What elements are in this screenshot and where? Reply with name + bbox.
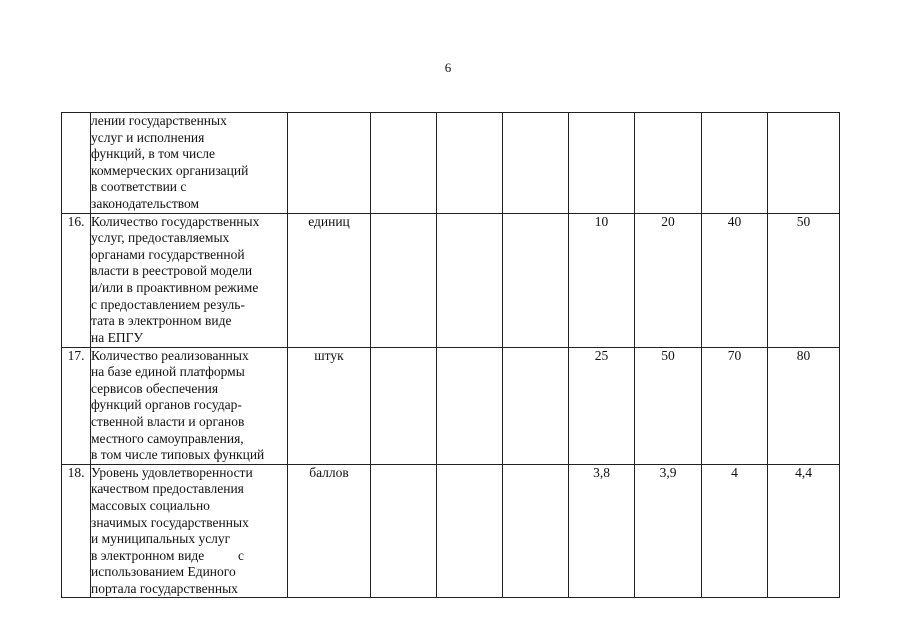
indicator-name-line: сервисов обеспечения	[91, 380, 219, 396]
value-cell	[371, 347, 437, 464]
value-cell	[437, 347, 503, 464]
value-cell: 4	[702, 464, 768, 598]
value-cell	[437, 113, 503, 214]
value-cell	[768, 113, 840, 214]
value-cell: 50	[635, 347, 702, 464]
indicator-name-line: функций органов государ-	[91, 397, 242, 413]
value-cell: 25	[569, 347, 635, 464]
indicator-name	[91, 113, 288, 214]
value-cell	[635, 113, 702, 214]
value-cell: 3,9	[635, 464, 702, 598]
indicator-name-line: услуг и исполнения	[91, 129, 205, 145]
value-cell	[503, 113, 569, 214]
indicator-name-line: тата в электронном виде	[91, 313, 232, 329]
value-cell	[437, 464, 503, 598]
indicator-name-line: в том числе типовых функций	[91, 447, 265, 463]
indicator-name-line: на базе единой платформы	[91, 364, 245, 380]
unit-cell	[288, 113, 371, 214]
indicator-name-line: функций, в том числе	[91, 146, 215, 162]
value-cell	[371, 213, 437, 347]
indicator-name-line: и муниципальных услуг	[91, 531, 231, 547]
table-row	[62, 213, 840, 347]
indicator-name	[91, 213, 288, 347]
row-number: 16.	[62, 213, 91, 347]
indicator-name-line: власти в реестровой модели	[91, 263, 253, 279]
value-cell	[437, 213, 503, 347]
indicator-name	[91, 464, 288, 598]
indicator-name-line: качеством предоставления	[91, 481, 244, 497]
indicator-name-line: законодательством	[91, 195, 200, 211]
unit-cell: штук	[288, 347, 371, 464]
unit-cell: баллов	[288, 464, 371, 598]
page-number: 6	[444, 60, 452, 75]
value-cell	[569, 113, 635, 214]
value-cell: 50	[768, 213, 840, 347]
value-cell	[371, 113, 437, 214]
value-cell	[371, 464, 437, 598]
indicator-name-line: услуг, предоставляемых	[91, 230, 230, 246]
value-cell	[503, 464, 569, 598]
table-row	[62, 347, 840, 464]
indicator-name-line: коммерческих организаций	[91, 162, 249, 178]
indicator-name-line: ственной власти и органов	[91, 413, 245, 429]
indicator-name-line: использованием Единого	[91, 564, 236, 580]
indicator-name-line: массовых социально	[91, 497, 210, 513]
row-number: 18.	[62, 464, 91, 598]
indicator-name	[91, 347, 288, 464]
value-cell: 3,8	[569, 464, 635, 598]
indicator-name-line: в соответствии с	[91, 179, 187, 195]
value-cell: 40	[702, 213, 768, 347]
value-cell	[702, 113, 768, 214]
unit-cell: единиц	[288, 213, 371, 347]
value-cell	[503, 213, 569, 347]
row-number	[62, 113, 91, 214]
indicator-name-line: Количество реализованных	[91, 347, 249, 363]
indicator-name-line: Уровень удовлетворенности	[91, 464, 253, 480]
value-cell: 70	[702, 347, 768, 464]
value-cell	[503, 347, 569, 464]
indicator-name-line: в электронном виде с	[91, 547, 245, 563]
indicator-name-line: органами государственной	[91, 246, 245, 262]
table-row	[62, 113, 840, 214]
row-number: 17.	[62, 347, 91, 464]
indicator-name-line: лении государственных	[91, 113, 227, 128]
indicator-name-line: местного самоуправления,	[91, 430, 244, 446]
indicator-name-line: и/или в проактивном режиме	[91, 279, 259, 295]
indicator-name-line: с предоставлением резуль-	[91, 296, 245, 312]
table-row	[62, 464, 840, 598]
value-cell: 10	[569, 213, 635, 347]
indicator-name-line: Количество государственных	[91, 213, 260, 229]
indicator-name-line: значимых государственных	[91, 514, 249, 530]
value-cell: 4,4	[768, 464, 840, 598]
value-cell: 20	[635, 213, 702, 347]
indicator-name-line: на ЕПГУ	[91, 329, 143, 345]
indicators-table	[61, 112, 840, 598]
value-cell: 80	[768, 347, 840, 464]
indicator-name-line: портала государственных	[91, 580, 238, 596]
